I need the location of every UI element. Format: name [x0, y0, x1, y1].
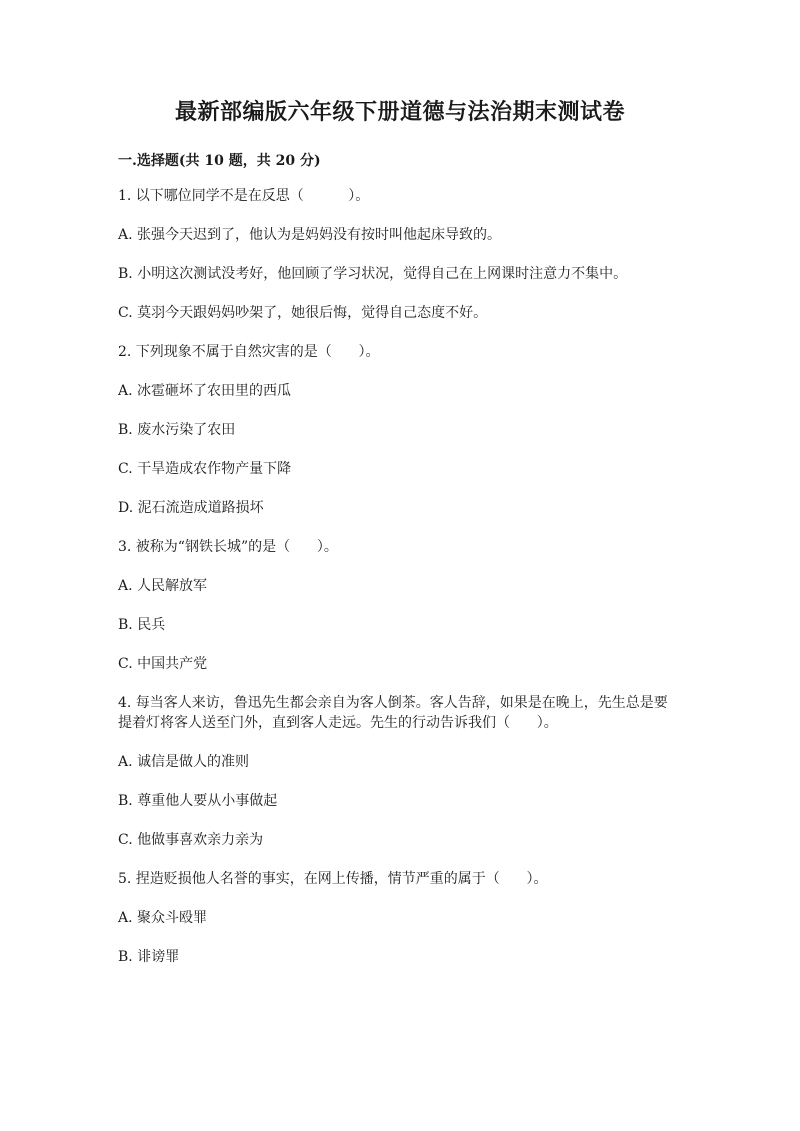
question-item [118, 342, 680, 518]
answer-option: B. 废水污染了农田 [118, 422, 236, 438]
answer-option: B. 尊重他人要从小事做起 [118, 793, 278, 809]
question-stem: 1. 以下哪位同学不是在反思（ ）。 [118, 188, 370, 204]
question-stem: 5. 捏造贬损他人名誉的事实，在网上传播，情节严重的属于（ ）。 [118, 871, 548, 887]
question-list [118, 186, 680, 986]
answer-option: A. 人民解放军 [118, 578, 208, 594]
section-heading: 一.选择题(共 10 题，共 20 分) [118, 153, 321, 169]
answer-option: D. 泥石流造成道路损坏 [118, 500, 264, 516]
answer-option: C. 他做事喜欢亲力亲为 [118, 832, 264, 848]
answer-option: A. 张强今天迟到了，他认为是妈妈没有按时叫他起床导致的。 [118, 227, 502, 243]
answer-option: A. 冰雹砸坏了农田里的西瓜 [118, 383, 292, 399]
question-item [118, 537, 680, 674]
answer-option: B. 诽谤罪 [118, 949, 180, 965]
answer-option: C. 干旱造成农作物产量下降 [118, 461, 292, 477]
question-item [118, 186, 680, 323]
answer-option: A. 聚众斗殴罪 [118, 910, 208, 926]
answer-option: B. 小明这次测试没考好，他回顾了学习状况，觉得自己在上网课时注意力不集中。 [118, 266, 628, 282]
answer-option: C. 中国共产党 [118, 656, 208, 672]
answer-option: B. 民兵 [118, 617, 166, 633]
question-item [118, 869, 680, 967]
question-item [118, 693, 680, 850]
question-stem: 4. 每当客人来访，鲁迅先生都会亲自为客人倒茶。客人告辞，如果是在晚上，先生总是要提着灯将客人送至门外，直到客人走远。先生的行动告诉我们（ ）。 [118, 695, 668, 731]
page-title: 最新部编版六年级下册道德与法治期末测试卷 [174, 99, 625, 125]
answer-option: A. 诚信是做人的准则 [118, 754, 250, 770]
answer-option: C. 莫羽今天跟妈妈吵架了，她很后悔，觉得自己态度不好。 [118, 305, 488, 321]
question-stem: 2. 下列现象不属于自然灾害的是（ ）。 [118, 344, 380, 360]
question-stem: 3. 被称为“钢铁长城”的是（ ）。 [118, 539, 338, 555]
